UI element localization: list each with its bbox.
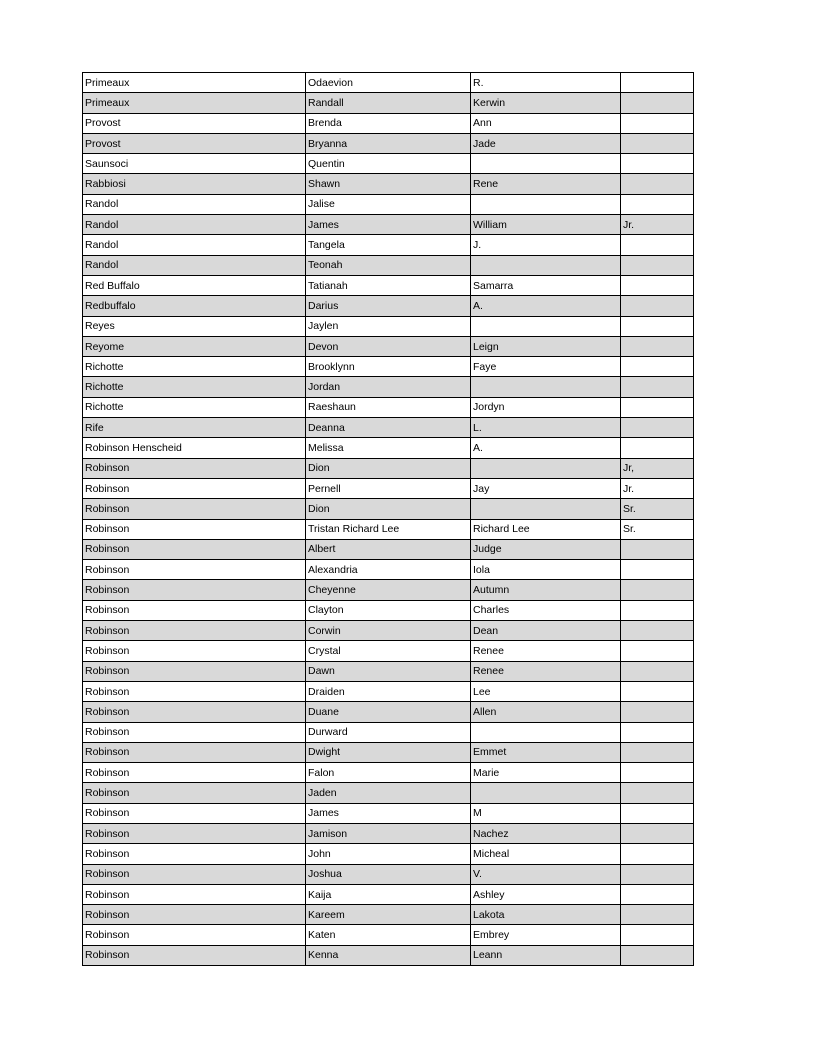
- last-name-cell: Randol: [83, 235, 306, 255]
- suffix-cell: [621, 621, 694, 641]
- first-name-cell: Tangela: [306, 235, 471, 255]
- middle-name-cell: R.: [471, 73, 621, 93]
- suffix-cell: Sr.: [621, 519, 694, 539]
- suffix-cell: [621, 235, 694, 255]
- suffix-cell: [621, 296, 694, 316]
- table-row: [83, 275, 694, 295]
- first-name-cell: Teonah: [306, 255, 471, 275]
- middle-name-cell: V.: [471, 864, 621, 884]
- first-name-cell: Crystal: [306, 641, 471, 661]
- suffix-cell: [621, 742, 694, 762]
- table-row: [83, 823, 694, 843]
- middle-name-cell: Renee: [471, 641, 621, 661]
- middle-name-cell: Dean: [471, 621, 621, 641]
- middle-name-cell: [471, 377, 621, 397]
- last-name-cell: Robinson: [83, 905, 306, 925]
- suffix-cell: [621, 803, 694, 823]
- first-name-cell: Clayton: [306, 600, 471, 620]
- last-name-cell: Robinson: [83, 519, 306, 539]
- table-row: [83, 133, 694, 153]
- first-name-cell: Kenna: [306, 945, 471, 965]
- first-name-cell: Melissa: [306, 438, 471, 458]
- suffix-cell: [621, 580, 694, 600]
- last-name-cell: Robinson: [83, 844, 306, 864]
- first-name-cell: Dawn: [306, 661, 471, 681]
- last-name-cell: Robinson: [83, 864, 306, 884]
- table-row: [83, 377, 694, 397]
- table-row: [83, 864, 694, 884]
- last-name-cell: Provost: [83, 113, 306, 133]
- suffix-cell: [621, 397, 694, 417]
- suffix-cell: [621, 641, 694, 661]
- last-name-cell: Robinson: [83, 478, 306, 498]
- last-name-cell: Provost: [83, 133, 306, 153]
- table-row: [83, 905, 694, 925]
- middle-name-cell: Charles: [471, 600, 621, 620]
- table-row: [83, 661, 694, 681]
- last-name-cell: Primeaux: [83, 93, 306, 113]
- first-name-cell: Raeshaun: [306, 397, 471, 417]
- table-row: [83, 235, 694, 255]
- suffix-cell: [621, 255, 694, 275]
- last-name-cell: Robinson: [83, 722, 306, 742]
- middle-name-cell: Lee: [471, 681, 621, 701]
- first-name-cell: Joshua: [306, 864, 471, 884]
- last-name-cell: Primeaux: [83, 73, 306, 93]
- suffix-cell: [621, 154, 694, 174]
- middle-name-cell: A.: [471, 438, 621, 458]
- middle-name-cell: Nachez: [471, 823, 621, 843]
- table-row: [83, 296, 694, 316]
- suffix-cell: [621, 357, 694, 377]
- suffix-cell: [621, 925, 694, 945]
- middle-name-cell: Rene: [471, 174, 621, 194]
- first-name-cell: Randall: [306, 93, 471, 113]
- last-name-cell: Robinson: [83, 945, 306, 965]
- table-row: [83, 884, 694, 904]
- middle-name-cell: [471, 722, 621, 742]
- last-name-cell: Reyome: [83, 336, 306, 356]
- last-name-cell: Robinson: [83, 742, 306, 762]
- table-row: [83, 560, 694, 580]
- suffix-cell: [621, 864, 694, 884]
- last-name-cell: Redbuffalo: [83, 296, 306, 316]
- table-row: [83, 215, 694, 235]
- table-row: [83, 458, 694, 478]
- middle-name-cell: Iola: [471, 560, 621, 580]
- table-row: [83, 438, 694, 458]
- last-name-cell: Richotte: [83, 377, 306, 397]
- first-name-cell: James: [306, 215, 471, 235]
- middle-name-cell: Embrey: [471, 925, 621, 945]
- first-name-cell: Pernell: [306, 478, 471, 498]
- table-row: [83, 154, 694, 174]
- suffix-cell: [621, 113, 694, 133]
- middle-name-cell: [471, 194, 621, 214]
- suffix-cell: [621, 438, 694, 458]
- middle-name-cell: [471, 255, 621, 275]
- middle-name-cell: Kerwin: [471, 93, 621, 113]
- last-name-cell: Robinson: [83, 661, 306, 681]
- first-name-cell: Corwin: [306, 621, 471, 641]
- last-name-cell: Robinson: [83, 600, 306, 620]
- first-name-cell: Jordan: [306, 377, 471, 397]
- first-name-cell: Durward: [306, 722, 471, 742]
- table-row: [83, 336, 694, 356]
- suffix-cell: [621, 702, 694, 722]
- middle-name-cell: Faye: [471, 357, 621, 377]
- last-name-cell: Robinson: [83, 803, 306, 823]
- first-name-cell: Katen: [306, 925, 471, 945]
- last-name-cell: Robinson: [83, 499, 306, 519]
- table-row: [83, 255, 694, 275]
- table-row: [83, 539, 694, 559]
- suffix-cell: [621, 133, 694, 153]
- last-name-cell: Rife: [83, 418, 306, 438]
- first-name-cell: Jaylen: [306, 316, 471, 336]
- table-row: [83, 621, 694, 641]
- middle-name-cell: Leann: [471, 945, 621, 965]
- table-row: [83, 844, 694, 864]
- last-name-cell: Robinson: [83, 641, 306, 661]
- table-row: [83, 73, 694, 93]
- table-row: [83, 580, 694, 600]
- middle-name-cell: [471, 499, 621, 519]
- table-row: [83, 113, 694, 133]
- suffix-cell: [621, 681, 694, 701]
- suffix-cell: [621, 174, 694, 194]
- last-name-cell: Randol: [83, 255, 306, 275]
- table-row: [83, 600, 694, 620]
- middle-name-cell: Jordyn: [471, 397, 621, 417]
- first-name-cell: John: [306, 844, 471, 864]
- first-name-cell: Kareem: [306, 905, 471, 925]
- middle-name-cell: Ashley: [471, 884, 621, 904]
- suffix-cell: [621, 722, 694, 742]
- middle-name-cell: William: [471, 215, 621, 235]
- first-name-cell: Duane: [306, 702, 471, 722]
- first-name-cell: Devon: [306, 336, 471, 356]
- last-name-cell: Rabbiosi: [83, 174, 306, 194]
- last-name-cell: Robinson: [83, 783, 306, 803]
- middle-name-cell: Jade: [471, 133, 621, 153]
- table-row: [83, 702, 694, 722]
- last-name-cell: Robinson: [83, 458, 306, 478]
- suffix-cell: Sr.: [621, 499, 694, 519]
- first-name-cell: Draiden: [306, 681, 471, 701]
- suffix-cell: [621, 945, 694, 965]
- last-name-cell: Robinson: [83, 621, 306, 641]
- first-name-cell: Quentin: [306, 154, 471, 174]
- middle-name-cell: Lakota: [471, 905, 621, 925]
- middle-name-cell: J.: [471, 235, 621, 255]
- last-name-cell: Robinson: [83, 763, 306, 783]
- last-name-cell: Robinson: [83, 823, 306, 843]
- suffix-cell: [621, 73, 694, 93]
- middle-name-cell: M: [471, 803, 621, 823]
- middle-name-cell: Micheal: [471, 844, 621, 864]
- suffix-cell: [621, 275, 694, 295]
- middle-name-cell: [471, 458, 621, 478]
- middle-name-cell: Allen: [471, 702, 621, 722]
- suffix-cell: [621, 763, 694, 783]
- suffix-cell: [621, 884, 694, 904]
- middle-name-cell: L.: [471, 418, 621, 438]
- suffix-cell: [621, 418, 694, 438]
- table-row: [83, 519, 694, 539]
- suffix-cell: [621, 844, 694, 864]
- table-row: [83, 803, 694, 823]
- last-name-cell: Randol: [83, 194, 306, 214]
- name-roster-table: [82, 72, 694, 966]
- middle-name-cell: Samarra: [471, 275, 621, 295]
- name-roster-body: [83, 73, 694, 966]
- suffix-cell: [621, 661, 694, 681]
- suffix-cell: [621, 823, 694, 843]
- first-name-cell: Brooklynn: [306, 357, 471, 377]
- middle-name-cell: [471, 783, 621, 803]
- last-name-cell: Richotte: [83, 357, 306, 377]
- table-row: [83, 945, 694, 965]
- suffix-cell: [621, 560, 694, 580]
- suffix-cell: Jr.: [621, 215, 694, 235]
- table-row: [83, 194, 694, 214]
- table-row: [83, 93, 694, 113]
- middle-name-cell: [471, 154, 621, 174]
- first-name-cell: Dion: [306, 499, 471, 519]
- last-name-cell: Robinson: [83, 925, 306, 945]
- last-name-cell: Robinson Henscheid: [83, 438, 306, 458]
- suffix-cell: [621, 377, 694, 397]
- table-row: [83, 742, 694, 762]
- middle-name-cell: Renee: [471, 661, 621, 681]
- table-row: [83, 641, 694, 661]
- middle-name-cell: [471, 316, 621, 336]
- first-name-cell: Jamison: [306, 823, 471, 843]
- first-name-cell: Jalise: [306, 194, 471, 214]
- first-name-cell: Odaevion: [306, 73, 471, 93]
- last-name-cell: Richotte: [83, 397, 306, 417]
- table-row: [83, 397, 694, 417]
- first-name-cell: Jaden: [306, 783, 471, 803]
- table-row: [83, 925, 694, 945]
- suffix-cell: [621, 194, 694, 214]
- first-name-cell: Shawn: [306, 174, 471, 194]
- suffix-cell: [621, 539, 694, 559]
- last-name-cell: Robinson: [83, 560, 306, 580]
- first-name-cell: Kaija: [306, 884, 471, 904]
- first-name-cell: Dion: [306, 458, 471, 478]
- table-row: [83, 174, 694, 194]
- first-name-cell: Bryanna: [306, 133, 471, 153]
- last-name-cell: Robinson: [83, 702, 306, 722]
- first-name-cell: Darius: [306, 296, 471, 316]
- first-name-cell: Albert: [306, 539, 471, 559]
- first-name-cell: Cheyenne: [306, 580, 471, 600]
- first-name-cell: Dwight: [306, 742, 471, 762]
- suffix-cell: [621, 905, 694, 925]
- table-row: [83, 418, 694, 438]
- suffix-cell: Jr,: [621, 458, 694, 478]
- suffix-cell: [621, 316, 694, 336]
- table-row: [83, 478, 694, 498]
- table-row: [83, 722, 694, 742]
- table-row: [83, 357, 694, 377]
- first-name-cell: Tatianah: [306, 275, 471, 295]
- middle-name-cell: Ann: [471, 113, 621, 133]
- first-name-cell: Falon: [306, 763, 471, 783]
- suffix-cell: [621, 600, 694, 620]
- suffix-cell: [621, 783, 694, 803]
- last-name-cell: Robinson: [83, 539, 306, 559]
- suffix-cell: [621, 93, 694, 113]
- first-name-cell: Alexandria: [306, 560, 471, 580]
- suffix-cell: [621, 336, 694, 356]
- middle-name-cell: Judge: [471, 539, 621, 559]
- table-row: [83, 783, 694, 803]
- middle-name-cell: A.: [471, 296, 621, 316]
- last-name-cell: Reyes: [83, 316, 306, 336]
- last-name-cell: Randol: [83, 215, 306, 235]
- middle-name-cell: Autumn: [471, 580, 621, 600]
- middle-name-cell: Emmet: [471, 742, 621, 762]
- middle-name-cell: Richard Lee: [471, 519, 621, 539]
- first-name-cell: Tristan Richard Lee: [306, 519, 471, 539]
- last-name-cell: Saunsoci: [83, 154, 306, 174]
- last-name-cell: Robinson: [83, 884, 306, 904]
- middle-name-cell: Marie: [471, 763, 621, 783]
- first-name-cell: James: [306, 803, 471, 823]
- first-name-cell: Deanna: [306, 418, 471, 438]
- suffix-cell: Jr.: [621, 478, 694, 498]
- last-name-cell: Robinson: [83, 580, 306, 600]
- middle-name-cell: Leign: [471, 336, 621, 356]
- last-name-cell: Robinson: [83, 681, 306, 701]
- table-row: [83, 763, 694, 783]
- table-row: [83, 499, 694, 519]
- table-row: [83, 316, 694, 336]
- table-row: [83, 681, 694, 701]
- last-name-cell: Red Buffalo: [83, 275, 306, 295]
- middle-name-cell: Jay: [471, 478, 621, 498]
- first-name-cell: Brenda: [306, 113, 471, 133]
